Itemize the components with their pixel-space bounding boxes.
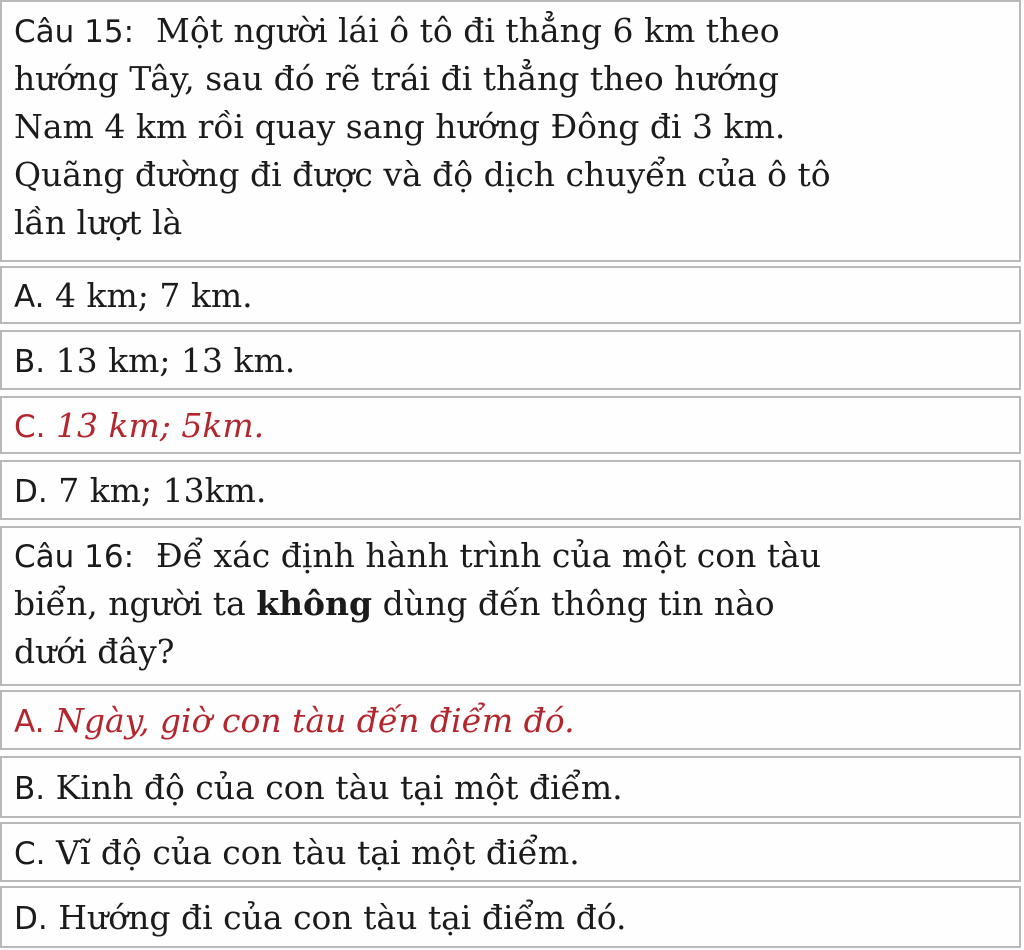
question-15-line-3: Nam 4 km rồi quay sang hướng Đông đi 3 km. — [14, 107, 786, 146]
question-15 — [0, 0, 1021, 262]
answer-option-15-d[interactable] — [0, 460, 1021, 520]
answer-option-16-c[interactable] — [0, 822, 1021, 882]
question-16-line-1: Câu 16: Để xác định hành trình của một con tàu — [14, 536, 822, 575]
question-15-line-4: Quãng đường đi được và độ dịch chuyển của ô tô — [14, 155, 831, 194]
option-text: Vĩ độ của con tàu tại một điểm. — [56, 833, 580, 872]
option-label: C. — [14, 409, 46, 445]
option-text: 7 km; 13km. — [58, 471, 267, 510]
answer-option-15-c-correct[interactable] — [0, 396, 1021, 454]
question-16-line-2: biển, người ta không dùng đến thông tin nào — [14, 584, 775, 623]
answer-option-16-a-correct[interactable] — [0, 690, 1021, 750]
question-15-label: Câu 15: — [14, 14, 135, 50]
option-label: C. — [14, 836, 46, 872]
emphasis-not: không — [256, 584, 373, 623]
option-label: B. — [14, 344, 46, 380]
option-label: A. — [14, 704, 45, 740]
option-label: B. — [14, 771, 46, 807]
question-16-label: Câu 16: — [14, 539, 135, 575]
question-16 — [0, 526, 1021, 686]
question-16-line-3: dưới đây? — [14, 632, 175, 671]
option-label: A. — [14, 279, 45, 315]
answer-option-15-b[interactable] — [0, 330, 1021, 390]
option-text: 4 km; 7 km. — [55, 276, 253, 315]
option-text: Kinh độ của con tàu tại một điểm. — [55, 768, 623, 807]
option-text: 13 km; 5km. — [56, 406, 265, 445]
answer-option-15-a[interactable] — [0, 266, 1021, 324]
answer-option-16-b[interactable] — [0, 756, 1021, 818]
option-text: Hướng đi của con tàu tại điểm đó. — [58, 898, 627, 937]
option-text: Ngày, giờ con tàu đến điểm đó. — [55, 701, 575, 740]
question-15-line-5: lần lượt là — [14, 203, 183, 242]
option-label: D. — [14, 901, 48, 937]
question-15-line-1: Câu 15: Một người lái ô tô đi thẳng 6 km theo — [14, 11, 780, 50]
option-text: 13 km; 13 km. — [55, 341, 296, 380]
answer-option-16-d[interactable] — [0, 886, 1021, 948]
question-15-line-2: hướng Tây, sau đó rẽ trái đi thẳng theo hướng — [14, 59, 779, 98]
option-label: D. — [14, 474, 48, 510]
